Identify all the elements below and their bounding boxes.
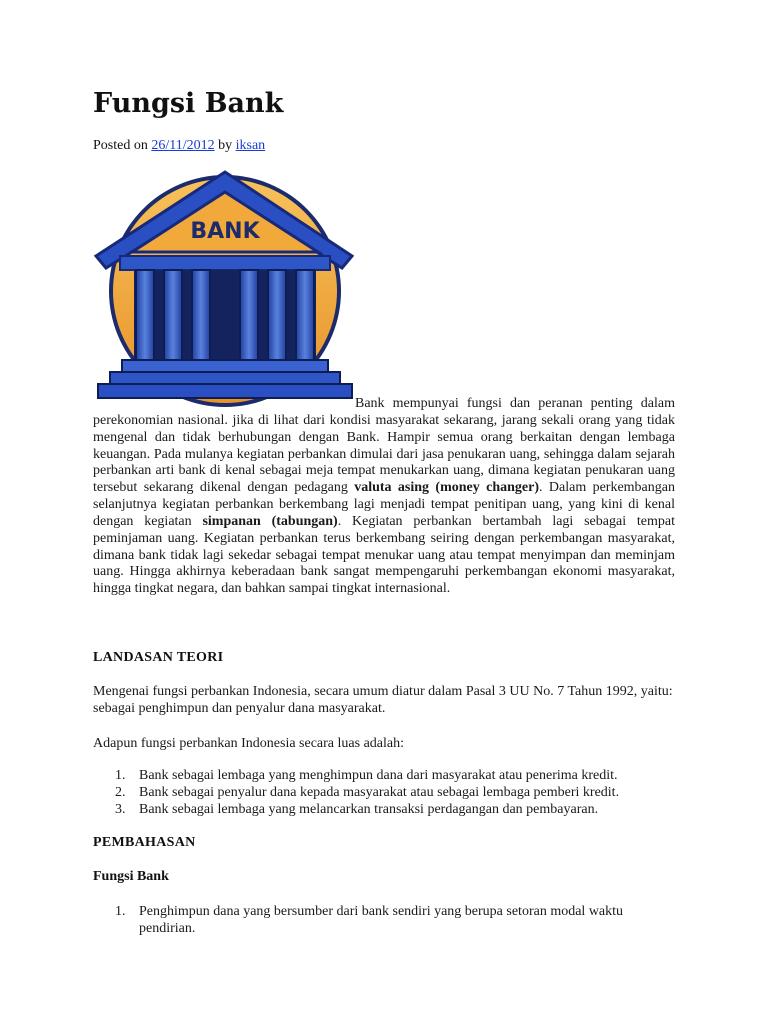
- page-title: Fungsi Bank: [93, 88, 284, 119]
- image-wrap-spacer: [93, 396, 355, 406]
- fungsi-bank-subheading: Fungsi Bank: [93, 869, 169, 884]
- intro-bold-tabungan: simpanan (tabungan): [202, 513, 338, 529]
- list-item-text: Bank sebagai lembaga yang melancarkan transaksi perdagangan dan pembayaran.: [139, 802, 599, 817]
- list-item-text: Penghimpun dana yang bersumber dari bank sendiri yang berupa setoran modal waktu pendirian.: [139, 904, 624, 936]
- list-number: 2.: [115, 785, 126, 800]
- posted-on-label: Posted on: [93, 138, 148, 153]
- by-label: by: [218, 138, 233, 153]
- landasan-paragraph-1: Mengenai fungsi perbankan Indonesia, secara umum diatur dalam Pasal 3 UU No. 7 Tahun 1992, yaitu: sebagai penghimpun dan penyalur dana masyarakat.: [93, 684, 673, 716]
- intro-text-3: . Kegiatan perbankan bertambah lagi sebagai tempat peminjaman uang. Kegiatan perbankan terus berkembang seiring dengan perkembangan masyarakat, dimana bank tidak lagi sekedar sebagai tempat menukar uang atau tempat menyimpan dan meminjam uang. Hingga akhirnya keberadaan bank sangat mempengaruhi perkembangan ekonomi masyarakat, hingga tingkat negara, dan bahkan sampai tingkat internasional.: [93, 513, 675, 597]
- intro-text-1: Bank mempunyai fungsi dan peranan penting dalam perekonomian nasional. jika di lihat dari kondisi masyarakat sekarang, jarang sekali orang yang tidak mengenal dan tidak berhubungan dengan Bank. Hampir semua orang berkaitan dengan lembaga keuangan. Pada mulanya kegiatan perbankan dimulai dari jasa penukaran uang, sehingga dalam sejarah perbankan arti bank di kenal sebagai meja tempat menukarkan uang, dimana kegiatan penukaran uang tersebut sekarang dikenal dengan pedagang: [93, 396, 675, 496]
- list-number: 1.: [115, 904, 126, 919]
- post-meta: [93, 137, 265, 155]
- bank-logo-text: BANK: [190, 219, 260, 244]
- author-link[interactable]: iksan: [235, 138, 266, 153]
- fungsi-list: [93, 767, 675, 818]
- post-date-link[interactable]: 26/11/2012: [151, 138, 215, 153]
- pembahasan-heading: PEMBAHASAN: [93, 835, 196, 850]
- pembahasan-list: [93, 903, 675, 937]
- bank-logo-image: [92, 168, 354, 413]
- list-item-text: Bank sebagai lembaga yang menghimpun dana dari masyarakat atau penerima kredit.: [139, 768, 618, 783]
- landasan-paragraph-2: Adapun fungsi perbankan Indonesia secara luas adalah:: [93, 736, 404, 751]
- list-item: [93, 801, 675, 818]
- landasan-teori-heading: LANDASAN TEORI: [93, 650, 224, 665]
- intro-text-2: . Dalam perkembangan selanjutnya kegiatan perbankan berkembang lagi menjadi tempat penitipan uang, yang kini di kenal dengan kegiatan: [93, 480, 675, 529]
- list-item-text: Bank sebagai penyalur dana kepada masyarakat atau sebagai lembaga pemberi kredit.: [139, 785, 620, 800]
- list-number: 3.: [115, 802, 126, 817]
- list-item: [93, 767, 675, 784]
- list-number: 1.: [115, 768, 126, 783]
- list-item: [93, 784, 675, 801]
- intro-paragraph: [93, 396, 675, 598]
- intro-bold-money-changer: valuta asing (money changer): [354, 480, 540, 496]
- list-item: [93, 903, 675, 937]
